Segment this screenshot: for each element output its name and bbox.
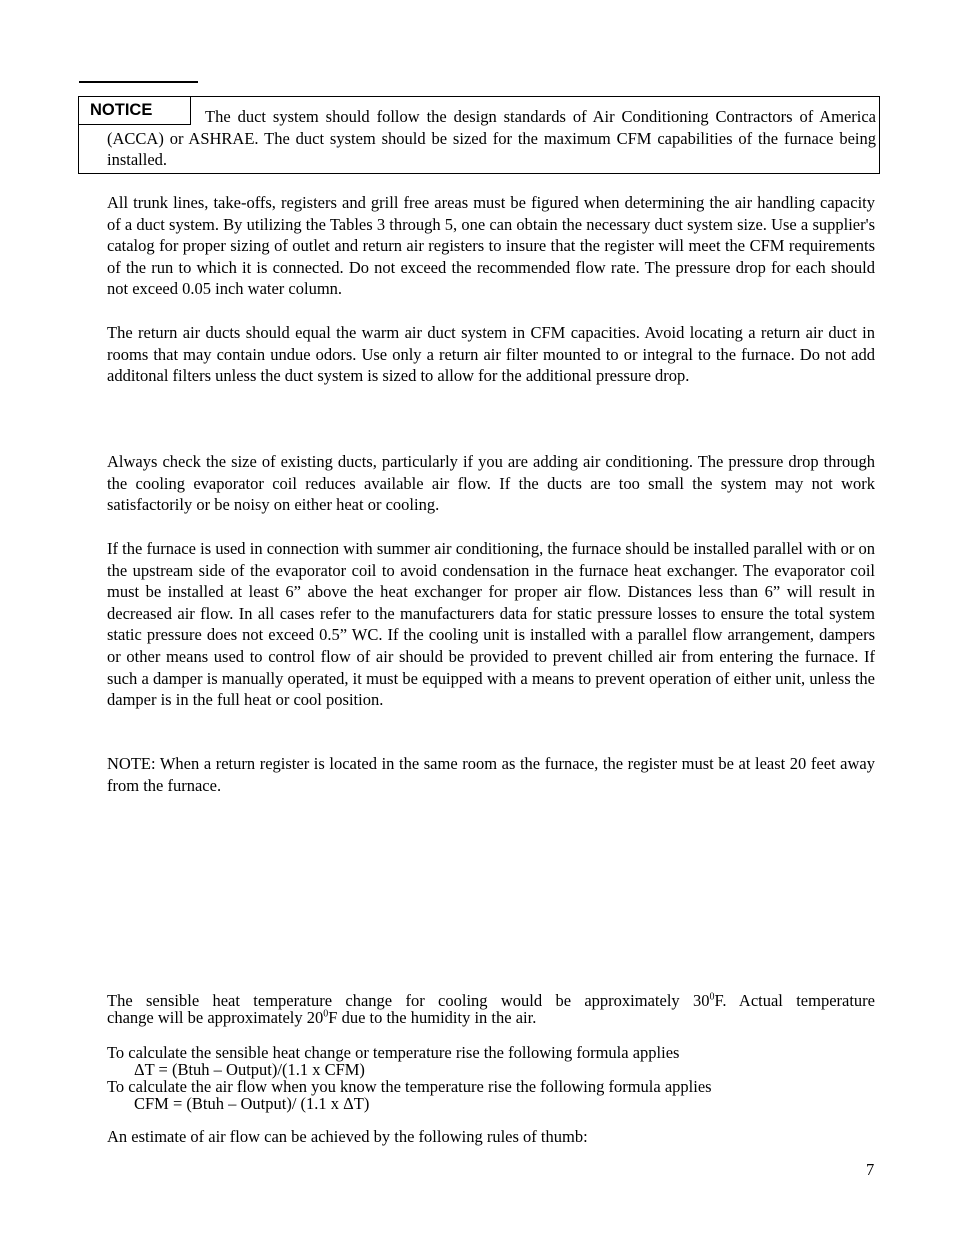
notice-text: The duct system should follow the design standards of Air Conditioning Contractors of America (ACCA) or ASHRAE. The duct system should be sized for the maximum CFM capabilities of the furnace being installed. xyxy=(107,107,876,169)
paragraph-existing-ducts: Always check the size of existing ducts, particularly if you are adding air conditioning. The pressure drop through the cooling evaporator coil reduces available air flow. If the ducts are too small the system may not work satisfactorily or be noisy on either heat or cooling. xyxy=(107,452,875,515)
formula-intro-2: To calculate the air flow when you know the temperature rise the following formula applies xyxy=(107,1077,712,1096)
notice-label: NOTICE xyxy=(79,97,191,125)
formula-block xyxy=(107,1044,875,1112)
sensible-heat-text xyxy=(107,992,875,1026)
notice-box xyxy=(78,96,880,174)
sensible-heat-line-2: change will be approximately $20^0F$ due to the humidity in the air. xyxy=(107,1008,537,1027)
paragraph-duct-capacity: All trunk lines, take-offs, registers and grill free areas must be figured when determining the air handling capacity of a duct system. By utilizing the Tables 3 through 5, one can obtain the necessary duct system size. Use a supplier's catalog for proper sizing of outlet and return air registers to insure that the register will meet the CFM requirements of the run to which it is connected. Do not exceed the recommended flow rate. The pressure drop for each should not exceed 0.05 inch water column. xyxy=(107,193,875,299)
section-rule xyxy=(79,81,198,83)
formula-intro-1: To calculate the sensible heat change or temperature rise the following formula applies xyxy=(107,1043,680,1062)
paragraph-note: NOTE: When a return register is located in the same room as the furnace, the register must be at least 20 feet away from the furnace. xyxy=(107,754,875,795)
rules-of-thumb-intro: An estimate of air flow can be achieved by the following rules of thumb: xyxy=(107,1127,588,1146)
paragraph-return-air: The return air ducts should equal the warm air duct system in CFM capacities. Avoid locating a return air duct in rooms that may contain undue odors. Use only a return air filter mounted to or integral to the furnace. Do not add additonal filters unless the duct system is sized to allow for the additional pressure drop. xyxy=(107,323,875,386)
paragraph-air-conditioning: If the furnace is used in connection with summer air conditioning, the furnace should be installed parallel with or on the upstream side of the evaporator coil to avoid condensation in the furnace heat exchanger. The evaporator coil must be installed at least 6” above the heat exchanger for proper air flow. Distances less than 6” will result in decreased air flow. In all cases refer to the manufacturers data for static pressure losses to ensure the total system static pressure does not exceed 0.5” WC. If the cooling unit is installed with a parallel flow arrangement, dampers or other means used to control flow of air should be provided to prevent chilled air from entering the furnace. If such a damper is manually operated, it must be equipped with a means to prevent operation of either unit, unless the damper is in the full heat or cool position. xyxy=(107,539,875,710)
sensible-heat-line-1: The sensible heat temperature change for cooling would be approximately $30^0F$. Actual temperature xyxy=(107,991,876,1010)
page-number: 7 xyxy=(866,1160,875,1179)
formula-cfm: CFM = (Btuh – Output)/ (1.1 x ΔT) xyxy=(134,1094,370,1113)
formula-delta-t: ΔT = (Btuh – Output)/(1.1 x CFM) xyxy=(134,1060,365,1079)
